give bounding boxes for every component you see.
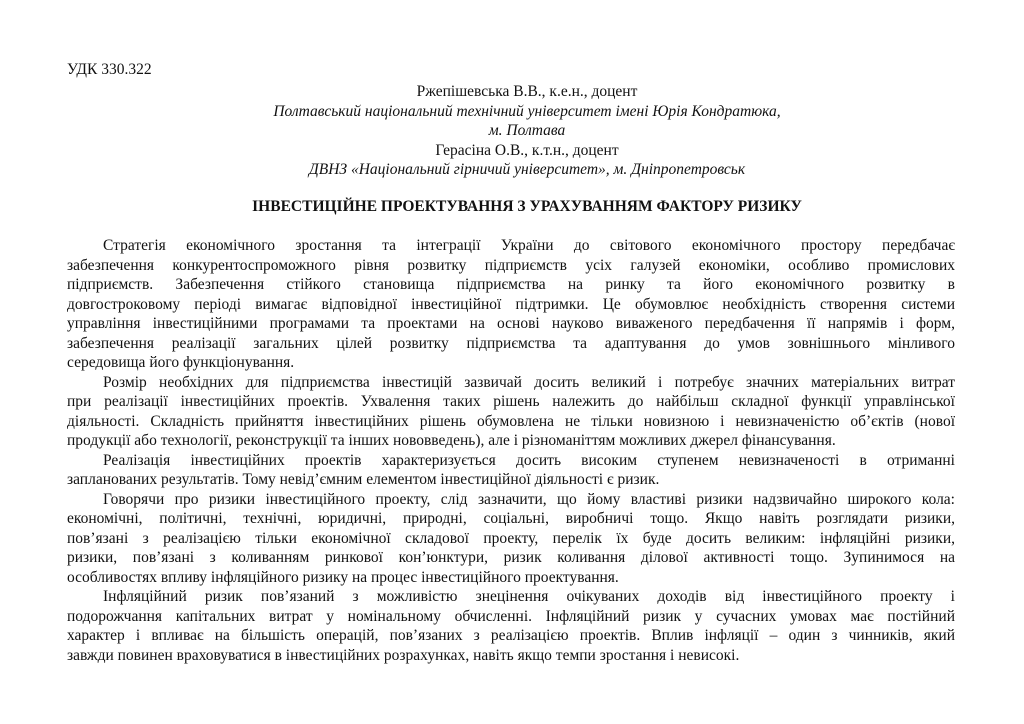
text-line: Інфляційний ризик пов’язаний з можливістю знецінення очікуваних доходів від інвестиційного проекту і — [103, 588, 955, 605]
text-line: пов’язані з реалізацією тільки економічної складової проекту, перелік їх буде досить великим: інфляційні ризики, — [67, 529, 955, 547]
paragraph — [67, 373, 955, 451]
udk-code: УДК 330.322 — [67, 61, 152, 78]
paragraph — [67, 451, 955, 490]
paragraph — [67, 490, 955, 588]
text-line: при реалізації інвестиційних проектів. Ухвалення таких рішень належить до найбільш складної функції управлінської — [67, 393, 955, 410]
text-line: економічні, політичні, технічні, юридичні, природні, соціальні, виробничі тощо. Якщо навіть розглядати ризики, — [67, 510, 955, 527]
text-line: завжди повинен враховуватися в інвестиційних розрахунках, навіть якщо темпи зростання і невисокі. — [67, 646, 740, 664]
text-line: Розмір необхідних для підприємства інвестицій зазвичай досить великий і потребує значних матеріальних витрат — [103, 373, 955, 391]
author-affiliation: м. Полтава — [488, 122, 566, 139]
text-line: характер і впливає на більшість операцій, пов’язаних з реалізацією проектів. Вплив інфляції – один з чинників, який — [67, 627, 955, 644]
text-line: ризики, пов’язані з коливанням ринкової кон’юнктури, ризик коливання ділової активності тощо. Зупинимося на — [67, 549, 955, 566]
author-name: Ржепішевська В.В., к.е.н., доцент — [416, 83, 638, 100]
author-block — [0, 82, 1024, 180]
text-line: подорожчання капітальних витрат у номінальному обчисленні. Інфляційний ризик у сучасних умовах має постійний — [67, 607, 955, 625]
text-line: особливостях впливу інфляційного ризику на процес інвестиційного проектування. — [67, 568, 619, 586]
text-line: діяльності. Складність прийняття інвестиційних рішень обумовлена не тільки новизною і невизначеністю об’єктів (нової — [67, 412, 955, 430]
author-affiliation: ДВНЗ «Національний гірничий університет», м. Дніпропетровськ — [308, 161, 746, 178]
author-name: Герасіна О.В., к.т.н., доцент — [435, 141, 619, 159]
text-line: продукції або технології, реконструкції та інших нововведень), але і різноманіттям можливих джерел фінансування. — [67, 432, 836, 449]
paragraph — [67, 236, 955, 373]
text-line: забезпечення конкурентоспроможного рівня розвитку підприємств усіх галузей економіки, особливо промислових — [67, 256, 955, 274]
paragraph — [67, 587, 955, 665]
text-line: підприємств. Забезпечення стійкого становища підприємства на ринку та його економічного розвитку в — [67, 276, 955, 293]
text-line: забезпечення реалізації загальних цілей розвитку підприємства та адаптування до умов зовнішнього мінливого — [67, 334, 955, 352]
text-line: запланованих результатів. Тому невід’ємним елементом інвестиційної діяльності є ризик. — [67, 471, 660, 488]
text-line: управління інвестиційними програмами та проектами на основі науково виваженого передбачення її напрямів і форм, — [67, 315, 955, 332]
text-line: середовища його функціонування. — [67, 354, 295, 371]
article-title: ІНВЕСТИЦІЙНЕ ПРОЕКТУВАННЯ З УРАХУВАННЯМ ФАКТОРУ РИЗИКУ — [252, 198, 802, 215]
article-body — [67, 236, 955, 665]
text-line: Говорячи про ризики інвестиційного проекту, слід зазначити, що йому властиві ризики надзвичайно широкого кола: — [103, 490, 955, 508]
text-line: Реалізація інвестиційних проектів характеризується досить високим ступенем невизначеності в отриманні — [103, 451, 955, 469]
text-line: Стратегія економічного зростання та інтеграції України до світового економічного простору передбачає — [103, 237, 955, 254]
text-line: довгостроковому періоді вимагає відповідної інвестиційної підтримки. Це обумовлює необхідність створення системи — [67, 295, 955, 313]
author-affiliation: Полтавський національний технічний університет імені Юрія Кондратюка, — [273, 102, 781, 120]
